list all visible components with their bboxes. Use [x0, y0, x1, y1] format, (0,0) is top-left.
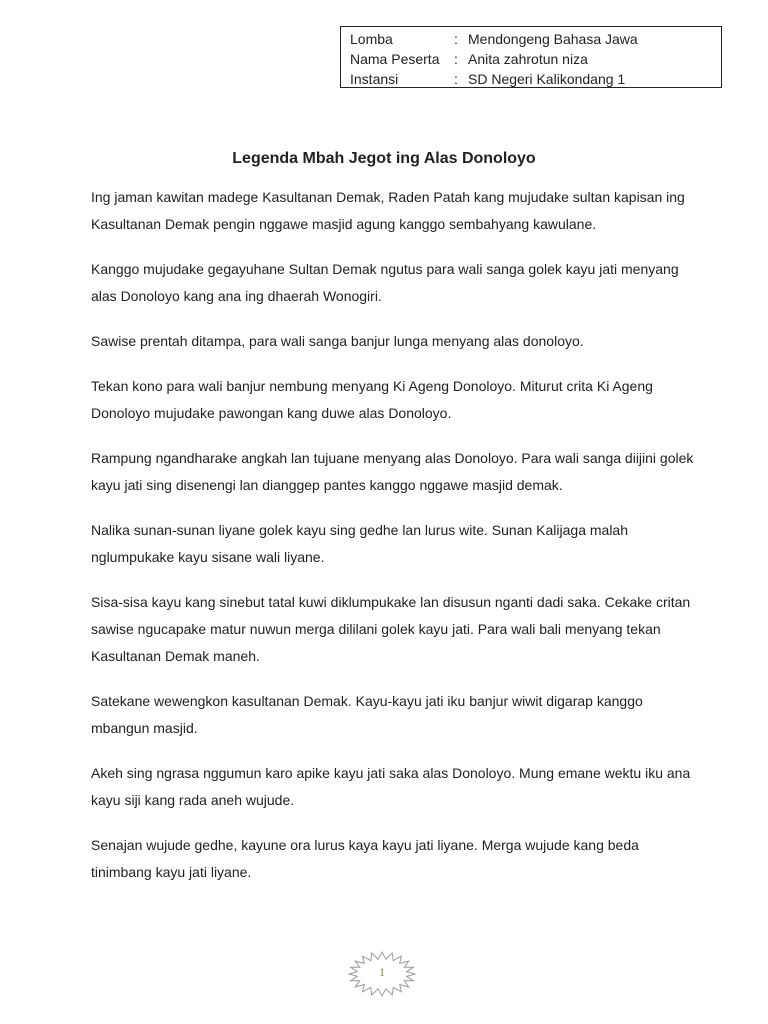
story-paragraph: Nalika sunan-sunan liyane golek kayu sing gedhe lan lurus wite. Sunan Kalijaga malah nglumpukake kayu sisane wali liyane.: [91, 522, 629, 565]
story-paragraph: Ing jaman kawitan madege Kasultanan Demak, Raden Patah kang mujudake sultan kapisan ing Kasultanan Demak pengin nggawe masjid agung kanggo sembahyang kawulane.: [91, 189, 685, 232]
info-separator: :: [454, 51, 458, 67]
story-paragraph: Sawise prentah ditampa, para wali sanga banjur lunga menyang alas donoloyo.: [91, 333, 584, 349]
info-value: SD Negeri Kalikondang 1: [468, 71, 626, 87]
contest-info-box: [340, 26, 722, 88]
info-separator: :: [454, 31, 458, 47]
story-title: Legenda Mbah Jegot ing Alas Donoloyo: [232, 150, 536, 167]
info-row-contest: [350, 29, 721, 49]
info-row-participant: [350, 49, 721, 69]
story-body: [91, 184, 701, 904]
info-label: Nama Peserta: [350, 51, 440, 67]
page-number: 1: [379, 965, 385, 979]
story-paragraph: Satekane wewengkon kasultanan Demak. Kayu-kayu jati iku banjur wiwit digarap kanggo mbangun masjid.: [91, 693, 643, 736]
info-separator: :: [454, 71, 458, 87]
info-row-institution: [350, 69, 721, 89]
info-label: Lomba: [350, 31, 393, 47]
page-number-badge: [347, 950, 417, 998]
info-value: Anita zahrotun niza: [468, 51, 588, 67]
info-value: Mendongeng Bahasa Jawa: [468, 31, 638, 47]
story-paragraph: Rampung ngandharake angkah lan tujuane menyang alas Donoloyo. Para wali sanga diijini golek kayu jati sing disenengi lan dianggep pantes kanggo nggawe masjid demak.: [91, 450, 694, 493]
story-paragraph: Tekan kono para wali banjur nembung menyang Ki Ageng Donoloyo. Miturut crita Ki Ageng Donoloyo mujudake pawongan kang duwe alas Donoloyo.: [91, 378, 653, 421]
story-paragraph: Sisa-sisa kayu kang sinebut tatal kuwi diklumpukake lan disusun nganti dadi saka. Cekake critan sawise ngucapake matur nuwun merga dililani golek kayu jati. Para wali bali menyang tekan Kasultanan Demak maneh.: [91, 594, 691, 664]
story-paragraph: Senajan wujude gedhe, kayune ora lurus kaya kayu jati liyane. Merga wujude kang beda tinimbang kayu jati liyane.: [91, 837, 639, 880]
story-paragraph: Kanggo mujudake gegayuhane Sultan Demak ngutus para wali sanga golek kayu jati menyang alas Donoloyo kang ana ing dhaerah Wonogiri.: [91, 261, 679, 304]
info-label: Instansi: [350, 71, 399, 87]
story-paragraph: Akeh sing ngrasa nggumun karo apike kayu jati saka alas Donoloyo. Mung emane wektu iku ana kayu siji kang rada aneh wujude.: [91, 765, 691, 808]
